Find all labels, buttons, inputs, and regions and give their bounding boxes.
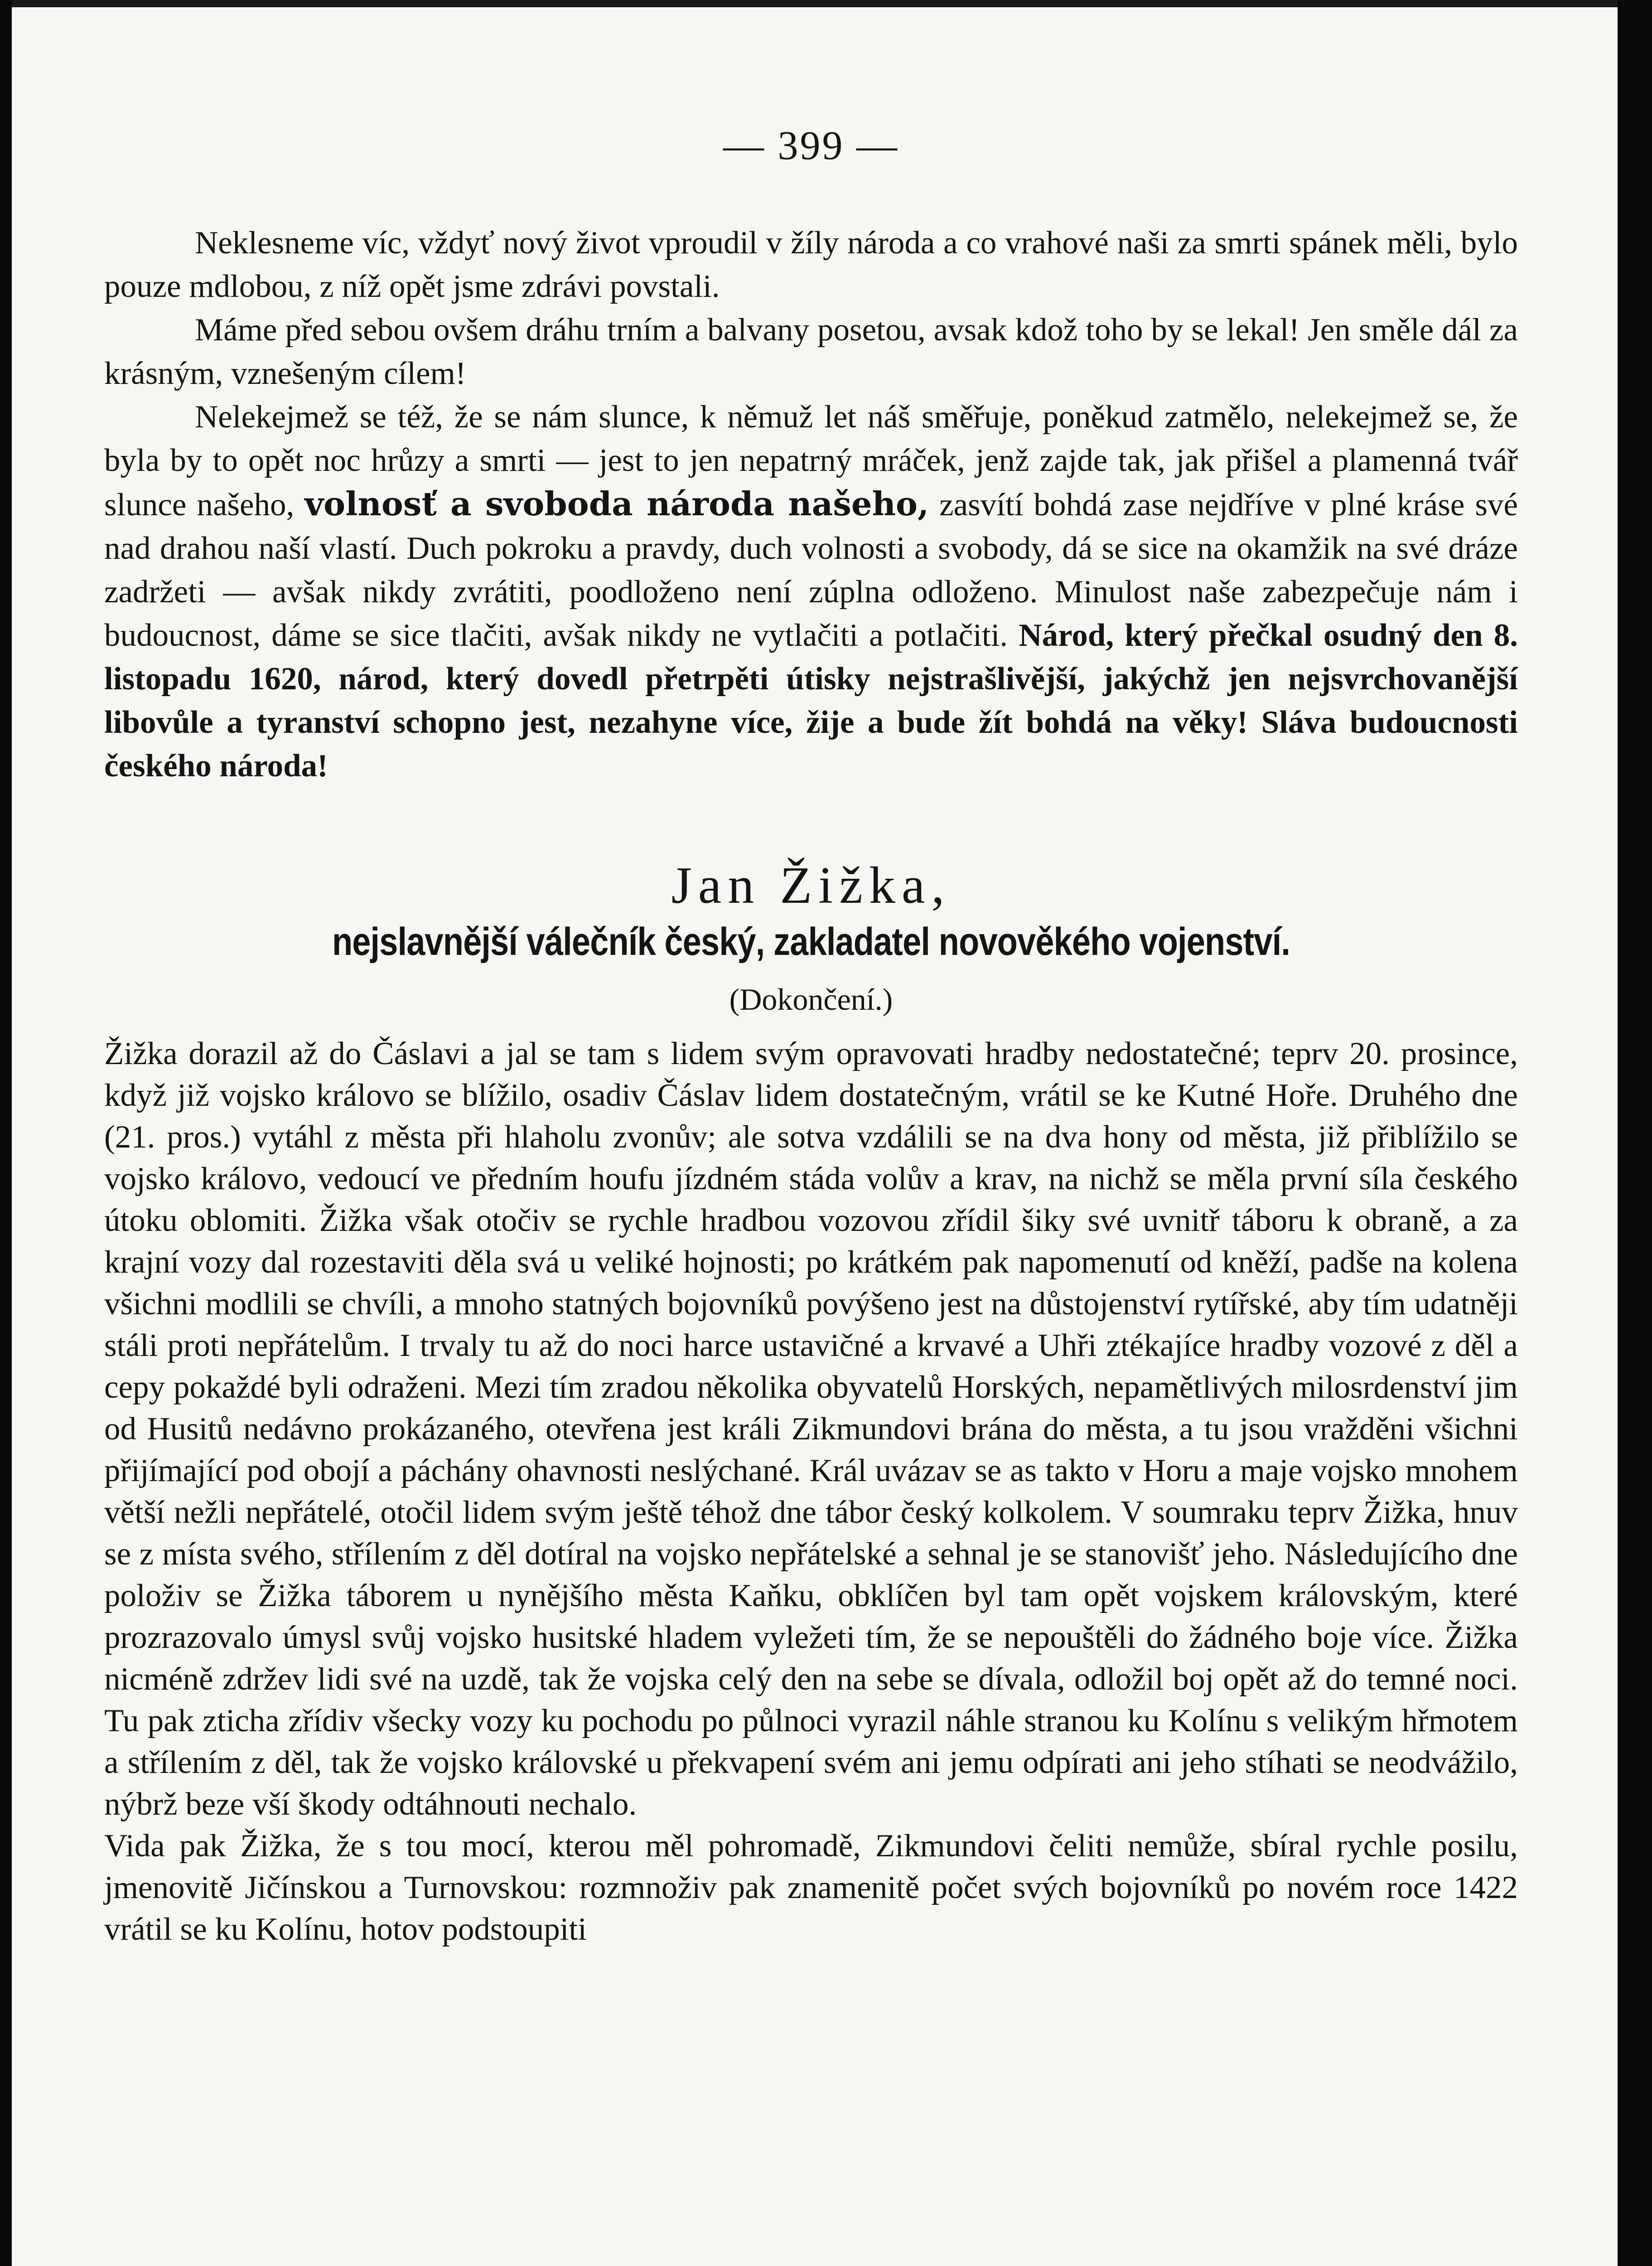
article-paragraph-1	[104, 1033, 1518, 1825]
article-title: Jan Žižka,	[671, 857, 951, 915]
intro-paragraph-3	[104, 395, 1518, 788]
intro-paragraph-1-text: Neklesneme víc, vždyť nový život vproudil v žíly národa a co vrahové naši za smrti spánek měli, bylo pouze mdlobou, z níž opět jsme zdrávi povstali.	[104, 225, 1518, 304]
article-paragraph-2	[104, 1825, 1518, 1950]
scan-edge-left	[0, 0, 12, 2266]
intro-paragraph-2-text: Máme před sebou ovšem dráhu trním a balvany posetou, avsak kdož toho by se lekal! Jen směle dál za krásným, vznešeným cílem!	[104, 312, 1518, 391]
article-paragraph-2-text: Vida pak Žižka, že s tou mocí, kterou měl pohromadě, Zikmundovi čeliti nemůže, sbíral rychle posilu, jmenovitě Jičínskou a Turnovskou: rozmnoživ pak znamenitě počet svých bojovníků po novém roce 1422 vrátil se ku Kolínu, hotov podstoupiti	[104, 1828, 1518, 1947]
intro-paragraph-3-emphasis: volnosť a svoboda národa našeho,	[304, 484, 929, 523]
scan-edge-right	[1618, 0, 1652, 2266]
intro-paragraph-3-bold: Národ, který přečkal osudný den 8. listopadu 1620, národ, který dovedl přetrpěti útisky nejstrašlivější, jakýchž jen nejsvrchovanější libovůle a tyranství schopno jest, nezahyne více, žije a bude žít bohdá na věky! Sláva budoucnosti českého národa!	[104, 618, 1518, 784]
intro-paragraph-2	[104, 308, 1518, 395]
page-content	[104, 122, 1518, 1950]
article-paragraph-1-text: Žižka dorazil až do Čáslavi a jal se tam s lidem svým opravovati hradby nedostatečné; teprv 20. prosince, když již vojsko královo se blížilo, osadiv Čáslav lidem dostatečným, vrátil se ke Kutné Hoře. Druhého dne (21. pros.) vytáhl z města při hlaholu zvonův; ale sotva vzdálili se na dva hony od města, již přiblížilo se vojsko královo, vedoucí ve předním houfu jízdném stáda volův a krav, na nichž se měla první síla českého útoku oblomiti. Žižka však otočiv se rychle hradbou vozovou zřídil šiky své uvnitř táboru k obraně, a za krajní vozy dal rozestaviti děla svá u veliké hojnosti; po krátkém pak napomenutí od kněží, padše na kolena všichni modlili se chvíli, a mnoho statných bojovníků povýšeno jest na důstojenství rytířské, aby tím udatněji stáli proti nepřátelům. I trvaly tu až do noci harce ustavičné a krvavé a Uhři ztékajíce hradby vozové z děl a cepy pokaždé byli odraženi. Mezi tím zradou několika obyvatelů Horských, nepamětlivých milosrdenství jim od Husitů nedávno prokázaného, otevřena jest králi Zikmundovi brána do města, a tu jsou vražděni všichni přijímající pod obojí a páchány ohavnosti neslýchané. Král uvázav se as takto v Horu a maje vojsko mnohem větší nežli nepřátelé, otočil lidem svým ještě téhož dne tábor český kolkolem. V soumraku teprv Žižka, hnuv se z místa svého, střílením z děl dotíral na vojsko nepřátelské a sehnal je se stanovišť jeho. Následujícího dne položiv se Žižka táborem u nynějšího města Kaňku, obklíčen byl tam opět vojskem královským, které prozrazovalo úmysl svůj vojsko husitské hladem vyležeti tím, že se nepouštěli do žádného boje více. Žižka nicméně zdržev lidi své na uzdě, tak že vojska celý den na sebe se dívala, odložil boj opět až do temné noci. Tu pak zticha zřídiv všecky vozy ku pochodu po půlnoci vyrazil náhle stranou ku Kolínu s velikým hřmotem a střílením z děl, tak že vojsko královské u překvapení svém ani jemu odpírati ani jeho stíhati se neodvážilo, nýbrž beze vší škody odtáhnouti nechalo.	[104, 1036, 1518, 1822]
article-continued-note: (Dokončení.)	[729, 982, 893, 1017]
intro-paragraph-3-text-b: zasvítí bohdá zase nejdříve v plné kráse své nad drahou naší vlastí. Duch pokroku a pravdy, duch volnosti a svobody, dá se sice na okamžik na své dráze zadržeti — avšak nikdy zvrátiti, poodloženo není zúplna odloženo. Minulost naše zabezpečuje nám i budoucnost, dáme se sice tlačiti, avšak nikdy ne vytlačiti a potlačiti.	[104, 487, 1518, 653]
scan-edge-top	[0, 0, 1652, 7]
article-subtitle: nejslavnější válečník český, zakladatel novověkého vojenství.	[332, 920, 1290, 964]
intro-paragraph-3-text-a: Nelekejmež se též, že se nám slunce, k němuž let náš směřuje, poněkud zatmělo, nelekejmež se, že byla by to opět noc hrůzy a smrti — jest to jen nepatrný mráček, jenž zajde tak, jak přišel a plamenná tvář slunce našeho,	[104, 399, 1518, 523]
page-number: — 399 —	[723, 123, 899, 168]
intro-paragraph-1	[104, 221, 1518, 308]
